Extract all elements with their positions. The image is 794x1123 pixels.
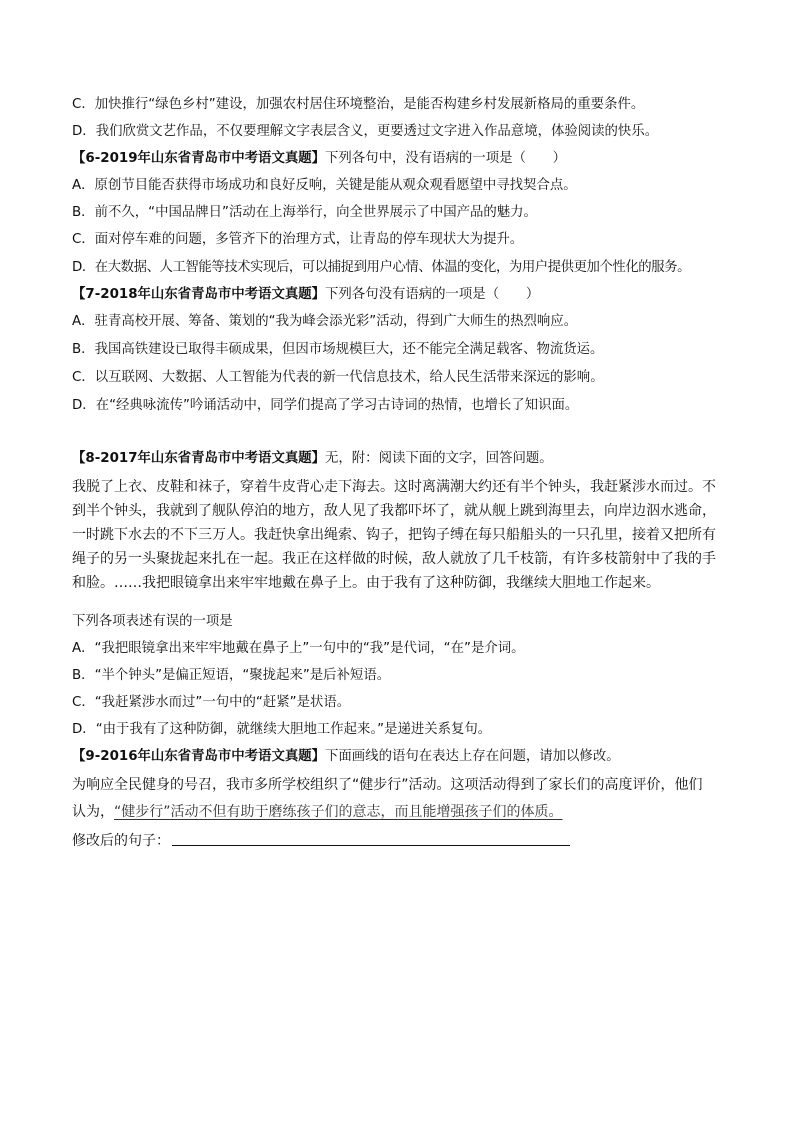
q5-option-c: C．加快推行“绿色乡村”建设，加强农村居住环境整治，是能否构建乡村发展新格局的重要条件。 xyxy=(72,97,645,112)
q8-passage: 我脱了上衣、皮鞋和袜子，穿着牛皮背心走下海去。这时离满潮大约还有半个钟头，我赶紧涉水而过。不到半个钟头，我就到了舰队停泊的地方，敌人见了我都吓坏了，就从舰上跳到海里去，向岸边泅水逃命，一时跳下水去的不下三万人。我赶快拿出绳索、钩子，把钩子缚在每只船船头的一只孔里，接着又把所有绳子的另一头聚拢起来扎在一起。我正在这样做的时候，敌人就放了几千枝箭，有许多枝箭射中了我的手和脸。……我把眼镜拿出来牢牢地戴在鼻子上。由于我有了这种防御，我继续大胆地工作起来。 xyxy=(72,479,716,591)
q6-heading xyxy=(72,149,732,169)
q8-stem: 无，附：阅读下面的文字，回答问题。 xyxy=(325,451,553,466)
q7-source-tag: 【7-2018年山东省青岛市中考语文真题】 xyxy=(72,287,326,302)
q9-passage-prefix: 认为， xyxy=(72,804,114,820)
q6-option-a: A．原创节目能否获得市场成功和良好反响，关键是能从观众观看愿望中寻找契合点。 xyxy=(72,178,577,193)
q6-option-c: C．面对停车难的问题，多管齐下的治理方式，让青岛的停车现状大为提升。 xyxy=(72,232,524,247)
q7-option-a: A．驻青高校开展、筹备、策划的“我为峰会添光彩”活动，得到广大师生的热烈响应。 xyxy=(72,314,578,329)
q6-stem: 下列各句中，没有语病的一项是（ ） xyxy=(325,151,567,166)
q8-option-c: C．“我赶紧涉水而过”一句中的“赶紧”是状语。 xyxy=(72,695,351,710)
q9-passage-line-1: 为响应全民健身的号召，我市多所学校组织了“健步行”活动。这项活动得到了家长们的高度评价，他们 xyxy=(72,777,703,793)
q7-stem: 下列各句没有语病的一项是（ ） xyxy=(325,287,540,302)
q9-underlined-sentence: “健步行”活动不但有助于磨练孩子们的意志，而且能增强孩子们的体质。 xyxy=(114,804,563,820)
q7-heading xyxy=(72,285,732,305)
q6-source-tag: 【6-2019年山东省青岛市中考语文真题】 xyxy=(72,151,326,166)
q8-question: 下列各项表述有误的一项是 xyxy=(72,614,233,629)
q8-option-d: D．“由于我有了这种防御，就继续大胆地工作起来。”是递进关系复句。 xyxy=(72,722,492,737)
q7-option-c: C．以互联网、大数据、人工智能为代表的新一代信息技术，给人民生活带来深远的影响。 xyxy=(72,370,604,385)
q8-option-b: B．“半个钟头”是偏正短语，“聚拢起来”是后补短语。 xyxy=(72,668,391,683)
q6-option-d: D．在大数据、人工智能等技术实现后，可以捕捉到用户心情、体温的变化，为用户提供更加个性化的服务。 xyxy=(72,260,691,275)
q9-heading xyxy=(72,747,732,767)
q7-option-b: B．我国高铁建设已取得丰硕成果，但因市场规模巨大，还不能完全满足载客、物流货运。 xyxy=(72,342,604,357)
q9-answer-label: 修改后的句子： xyxy=(72,833,170,849)
answer-blank-line[interactable] xyxy=(172,845,570,846)
q5-option-d: D．我们欣赏文艺作品，不仅要理解文字表层含义，更要透过文字进入作品意境，体验阅读的快乐。 xyxy=(72,124,659,139)
q8-option-a: A．“我把眼镜拿出来牢牢地戴在鼻子上”一句中的“我”是代词，“在”是介词。 xyxy=(72,641,525,656)
q7-option-d: D．在“经典咏流传”吟诵活动中，同学们提高了学习古诗词的热情，也增长了知识面。 xyxy=(72,398,579,413)
q9-stem: 下面画线的语句在表达上存在问题，请加以修改。 xyxy=(325,749,620,764)
q9-answer-row xyxy=(72,831,732,851)
q9-source-tag: 【9-2016年山东省青岛市中考语文真题】 xyxy=(72,749,326,764)
q8-source-tag: 【8-2017年山东省青岛市中考语文真题】 xyxy=(72,451,326,466)
q9-passage-line-2 xyxy=(72,802,732,822)
q8-heading xyxy=(72,449,732,469)
q6-option-b: B．前不久，“中国品牌日”活动在上海举行，向全世界展示了中国产品的魅力。 xyxy=(72,205,537,220)
